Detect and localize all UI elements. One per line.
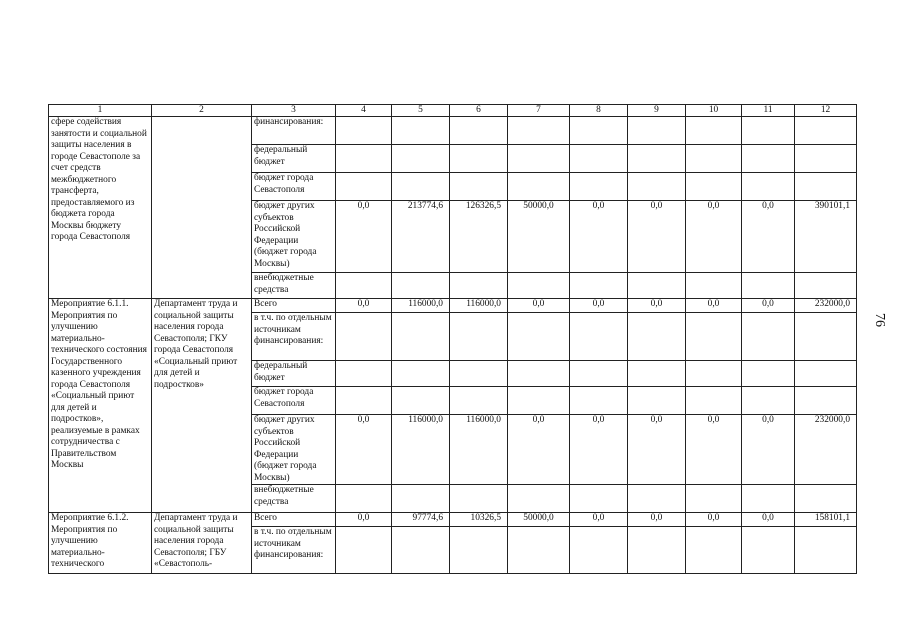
value-cell	[336, 387, 392, 415]
value-cell	[570, 527, 628, 574]
value-cell	[570, 387, 628, 415]
value-cell	[392, 361, 450, 387]
value-cell: 0,0	[742, 201, 795, 273]
budget-table	[48, 104, 857, 574]
value-cell	[450, 173, 508, 201]
value-cell	[336, 117, 392, 145]
column-header: 11	[742, 105, 795, 117]
value-cell	[686, 313, 742, 361]
value-cell	[570, 361, 628, 387]
value-cell	[795, 313, 857, 361]
value-cell: 0,0	[686, 201, 742, 273]
value-cell	[742, 145, 795, 173]
value-cell: 0,0	[570, 513, 628, 527]
table-row	[49, 117, 857, 145]
executor-cell	[152, 117, 252, 299]
column-header: 6	[450, 105, 508, 117]
value-cell	[392, 313, 450, 361]
value-cell	[450, 485, 508, 513]
value-cell	[795, 173, 857, 201]
value-cell	[628, 313, 686, 361]
value-cell	[742, 313, 795, 361]
value-cell: 50000,0	[508, 201, 570, 273]
funding-source-cell: финансирования:	[252, 117, 336, 145]
value-cell	[628, 387, 686, 415]
value-cell	[686, 173, 742, 201]
funding-source-cell: бюджет города Севастополя	[252, 387, 336, 415]
value-cell	[795, 527, 857, 574]
value-cell	[742, 361, 795, 387]
value-cell: 0,0	[742, 415, 795, 485]
value-cell: 97774,6	[392, 513, 450, 527]
funding-source-cell: бюджет других субъектов Российской Федерации (бюджет города Москвы)	[252, 201, 336, 273]
value-cell: 0,0	[628, 299, 686, 313]
column-header: 10	[686, 105, 742, 117]
value-cell: 116000,0	[392, 415, 450, 485]
funding-source-cell: бюджет других субъектов Российской Федерации (бюджет города Москвы)	[252, 415, 336, 485]
value-cell: 0,0	[686, 415, 742, 485]
funding-source-cell: Всего	[252, 299, 336, 313]
value-cell	[450, 387, 508, 415]
value-cell	[336, 273, 392, 299]
value-cell	[742, 527, 795, 574]
value-cell: 10326,5	[450, 513, 508, 527]
value-cell	[686, 273, 742, 299]
funding-source-cell: внебюджетные средства	[252, 273, 336, 299]
value-cell: 0,0	[336, 513, 392, 527]
value-cell	[450, 273, 508, 299]
value-cell: 0,0	[570, 299, 628, 313]
value-cell: 116000,0	[392, 299, 450, 313]
value-cell	[392, 485, 450, 513]
value-cell: 0,0	[570, 201, 628, 273]
column-header: 4	[336, 105, 392, 117]
value-cell	[686, 117, 742, 145]
funding-source-cell: в т.ч. по отдельным источникам финансирования:	[252, 313, 336, 361]
value-cell	[392, 527, 450, 574]
value-cell	[686, 527, 742, 574]
executor-cell: Департамент труда и социальной защиты населения города Севастополя; ГБУ «Севастополь-	[152, 513, 252, 574]
value-cell	[742, 273, 795, 299]
value-cell	[686, 485, 742, 513]
value-cell	[450, 527, 508, 574]
page-number: 76	[872, 313, 887, 327]
value-cell	[686, 387, 742, 415]
funding-source-cell: в т.ч. по отдельным источникам финансирования:	[252, 527, 336, 574]
value-cell	[508, 313, 570, 361]
funding-source-cell: Всего	[252, 513, 336, 527]
value-cell	[508, 117, 570, 145]
measure-name-cell: сфере содействия занятости и социальной защиты населения в городе Севастополе за счет средств межбюджетного трансферта, предоставляемого из бюджета города Москвы бюджету города Севастополя	[49, 117, 152, 299]
value-cell	[686, 361, 742, 387]
value-cell: 158101,1	[795, 513, 857, 527]
column-header: 9	[628, 105, 686, 117]
value-cell	[628, 273, 686, 299]
value-cell	[392, 117, 450, 145]
value-cell	[392, 273, 450, 299]
value-cell	[336, 145, 392, 173]
value-cell: 50000,0	[508, 513, 570, 527]
value-cell: 0,0	[508, 299, 570, 313]
value-cell	[450, 117, 508, 145]
value-cell	[795, 273, 857, 299]
value-cell: 116000,0	[450, 415, 508, 485]
value-cell: 213774,6	[392, 201, 450, 273]
value-cell: 0,0	[686, 513, 742, 527]
value-cell: 0,0	[570, 415, 628, 485]
value-cell: 0,0	[336, 415, 392, 485]
value-cell	[450, 361, 508, 387]
value-cell: 126326,5	[450, 201, 508, 273]
funding-source-cell: внебюджетные средства	[252, 485, 336, 513]
value-cell	[570, 117, 628, 145]
value-cell	[570, 145, 628, 173]
value-cell	[336, 527, 392, 574]
value-cell	[508, 485, 570, 513]
measure-name-cell: Мероприятие 6.1.2. Мероприятия по улучшению материально-технического	[49, 513, 152, 574]
header-row	[49, 105, 857, 117]
value-cell: 0,0	[628, 415, 686, 485]
value-cell	[336, 361, 392, 387]
value-cell	[508, 387, 570, 415]
value-cell	[392, 173, 450, 201]
value-cell: 0,0	[628, 513, 686, 527]
value-cell	[628, 361, 686, 387]
measure-name-cell: Мероприятие 6.1.1. Мероприятия по улучшению материально-технического состояния Государственного казенного учреждения города Севастополя «Социальный приют для детей и подростков», реализуемые в рамках сотрудничества с Правительством Москвы	[49, 299, 152, 513]
column-header: 1	[49, 105, 152, 117]
value-cell: 0,0	[628, 201, 686, 273]
value-cell: 0,0	[686, 299, 742, 313]
value-cell	[742, 485, 795, 513]
value-cell: 0,0	[336, 201, 392, 273]
funding-source-cell: федеральный бюджет	[252, 145, 336, 173]
value-cell	[795, 361, 857, 387]
value-cell	[508, 361, 570, 387]
value-cell	[795, 387, 857, 415]
value-cell: 0,0	[742, 513, 795, 527]
column-header: 2	[152, 105, 252, 117]
value-cell	[686, 145, 742, 173]
value-cell	[628, 145, 686, 173]
value-cell	[508, 173, 570, 201]
value-cell	[628, 117, 686, 145]
value-cell: 0,0	[508, 415, 570, 485]
value-cell	[570, 173, 628, 201]
value-cell	[336, 173, 392, 201]
value-cell	[336, 313, 392, 361]
value-cell	[508, 273, 570, 299]
value-cell	[508, 527, 570, 574]
column-header: 12	[795, 105, 857, 117]
value-cell	[508, 145, 570, 173]
value-cell: 232000,0	[795, 299, 857, 313]
value-cell: 0,0	[742, 299, 795, 313]
value-cell	[628, 485, 686, 513]
funding-source-cell: федеральный бюджет	[252, 361, 336, 387]
value-cell	[742, 117, 795, 145]
value-cell	[628, 173, 686, 201]
executor-cell: Департамент труда и социальной защиты населения города Севастополя; ГКУ города Севастополя «Социальный приют для детей и подростков»	[152, 299, 252, 513]
column-header: 8	[570, 105, 628, 117]
value-cell	[450, 313, 508, 361]
value-cell	[795, 145, 857, 173]
value-cell	[570, 273, 628, 299]
column-header: 7	[508, 105, 570, 117]
table-row	[49, 513, 857, 527]
value-cell	[336, 485, 392, 513]
funding-source-cell: бюджет города Севастополя	[252, 173, 336, 201]
value-cell	[392, 387, 450, 415]
value-cell	[742, 173, 795, 201]
table-row	[49, 299, 857, 313]
value-cell	[628, 527, 686, 574]
value-cell	[450, 145, 508, 173]
value-cell	[570, 313, 628, 361]
value-cell: 232000,0	[795, 415, 857, 485]
value-cell	[795, 117, 857, 145]
value-cell: 0,0	[336, 299, 392, 313]
value-cell	[570, 485, 628, 513]
value-cell	[795, 485, 857, 513]
value-cell: 116000,0	[450, 299, 508, 313]
value-cell	[392, 145, 450, 173]
value-cell	[742, 387, 795, 415]
value-cell: 390101,1	[795, 201, 857, 273]
column-header: 3	[252, 105, 336, 117]
column-header: 5	[392, 105, 450, 117]
